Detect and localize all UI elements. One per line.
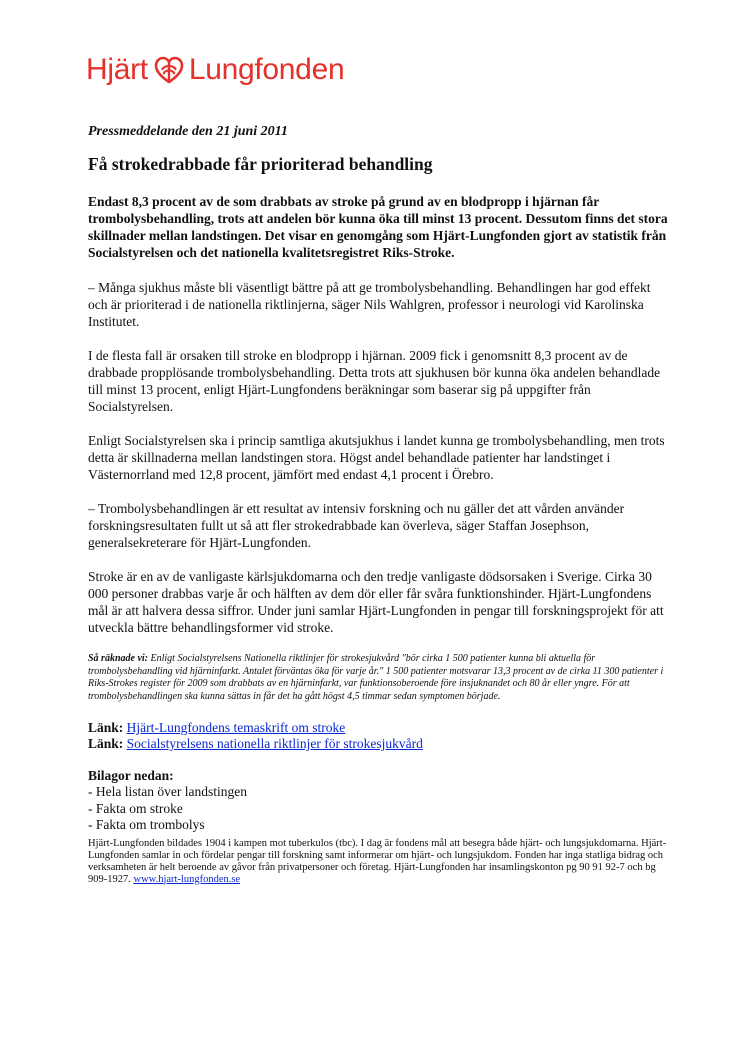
lead-paragraph: Endast 8,3 procent av de som drabbats av stroke på grund av en blodpropp i hjärnan får trombolysbehandling, trots att andelen bör kunna öka till minst 13 procent. Dessutom finns det stora skillnader mellan landstingen. Det visar en genomgång som Hjärt-Lungfonden gjort av statistik från Socialstyrelsen och det nationella kvalitetsregistret Riks-Stroke. bbox=[88, 194, 668, 260]
body-paragraph: I de flesta fall är orsaken till stroke en blodpropp i hjärnan. 2009 fick i genomsnitt 8,3 procent av de drabbade propplösande trombolysbehandling. Detta trots att sjukhusen bör kunna öka andelen behandlade till minst 13 procent, enligt Hjärt-Lungfondens beräkningar som baserar sig på uppgifter från Socialstyrelsen. bbox=[88, 348, 661, 414]
brand-name-right: Lungfonden bbox=[188, 53, 345, 86]
link-row bbox=[88, 720, 670, 736]
headline: Få strokedrabbade får prioriterad behandling bbox=[88, 154, 433, 174]
method-note bbox=[88, 653, 670, 703]
method-note-label: Så räknade vi: bbox=[88, 653, 148, 664]
dateline: Pressmeddelande den 21 juni 2011 bbox=[88, 124, 288, 139]
links-section bbox=[88, 720, 670, 752]
heart-lung-icon bbox=[154, 55, 184, 85]
press-release bbox=[88, 124, 670, 886]
link-label: Länk: bbox=[88, 720, 124, 735]
website-link[interactable]: www.hjart-lungfonden.se bbox=[133, 873, 241, 885]
attachments-title: Bilagor nedan: bbox=[88, 768, 174, 783]
method-note-text: Enligt Socialstyrelsens Nationella riktlinjer för strokesjukvård "bör cirka 1 500 patienter kunna bli aktuella för trombolysbehandling vid hjärninfarkt. Antalet förväntas öka för varje år." 1 500 patienter motsvarar 13,3 procent av de cirka 11 300 patienter i Riks-Strokes register för 2009 som drabbats av en hjärninfarkt, var funktionsoberoende före insjuknandet och 80 år eller yngre. För att trombolysbehandlingen ska kunna sättas in får det ha gått högst 4,5 timmar sedan symptomen började. bbox=[88, 653, 664, 702]
body-paragraph: Enligt Socialstyrelsen ska i princip samtliga akutsjukhus i landet kunna ge trombolysbehandling, men trots detta är skillnaderna mellan landstingen stora. Högst andel behandlade patienter har landstinget i Västernorrland med 12,8 procent, jämfört med endast 4,1 procent i Örebro. bbox=[88, 433, 665, 482]
body-paragraph: – Många sjukhus måste bli väsentligt bättre på att ge trombolysbehandling. Behandlingen har god effekt och är prioriterad i de nationella riktlinjerna, säger Nils Wahlgren, professor i neurologi vid Karolinska Institutet. bbox=[88, 280, 651, 329]
attachment-item: - Fakta om stroke bbox=[88, 800, 183, 816]
body-paragraph: – Trombolysbehandlingen är ett resultat av intensiv forskning och nu gäller det att vården använder forskningsresultaten fullt ut så att fler strokedrabbade kan överleva, säger Staffan Josephson, generalsekreterare för Hjärt-Lungfonden. bbox=[88, 501, 625, 550]
attachments-section bbox=[88, 768, 670, 834]
link-label: Länk: bbox=[88, 736, 124, 751]
brand-name-left: Hjärt bbox=[86, 53, 148, 86]
footer-about bbox=[88, 838, 670, 886]
footer-text: Hjärt-Lungfonden bildades 1904 i kampen mot tuberkulos (tbc). I dag är fondens mål att besegra både hjärt- och lungsjukdomarna. Hjärt-Lungfonden samlar in och fördelar pengar till forskning samt informerar om hjärt- och lungsjukdom. Fonden har inga statliga bidrag och verksamheten är helt beroende av gåvor från privatpersoner och företag. Hjärt-Lungfonden har insamlingskonton pg 90 91 92-7 och bg 909-1927. bbox=[88, 837, 667, 885]
attachment-item: - Hela listan över landstingen bbox=[88, 784, 247, 799]
attachment-item: - Fakta om trombolys bbox=[88, 817, 205, 832]
stroke-brochure-link[interactable]: Hjärt-Lungfondens temaskrift om stroke bbox=[126, 720, 346, 735]
guidelines-link[interactable]: Socialstyrelsens nationella riktlinjer för strokesjukvård bbox=[126, 736, 423, 751]
body-paragraph: Stroke är en av de vanligaste kärlsjukdomarna och den tredje vanligaste dödsorsaken i Sverige. Cirka 30 000 personer drabbas varje år och hälften av dem dör eller får svåra funktionshinder. Hjärt-Lungfondens mål är att halvera dessa siffror. Under juni samlar Hjärt-Lungfonden in pengar till forskningsprojekt för att utveckla bättre behandlingsformer vid stroke. bbox=[88, 569, 664, 635]
brand-logo bbox=[86, 50, 344, 90]
link-row bbox=[88, 736, 670, 752]
